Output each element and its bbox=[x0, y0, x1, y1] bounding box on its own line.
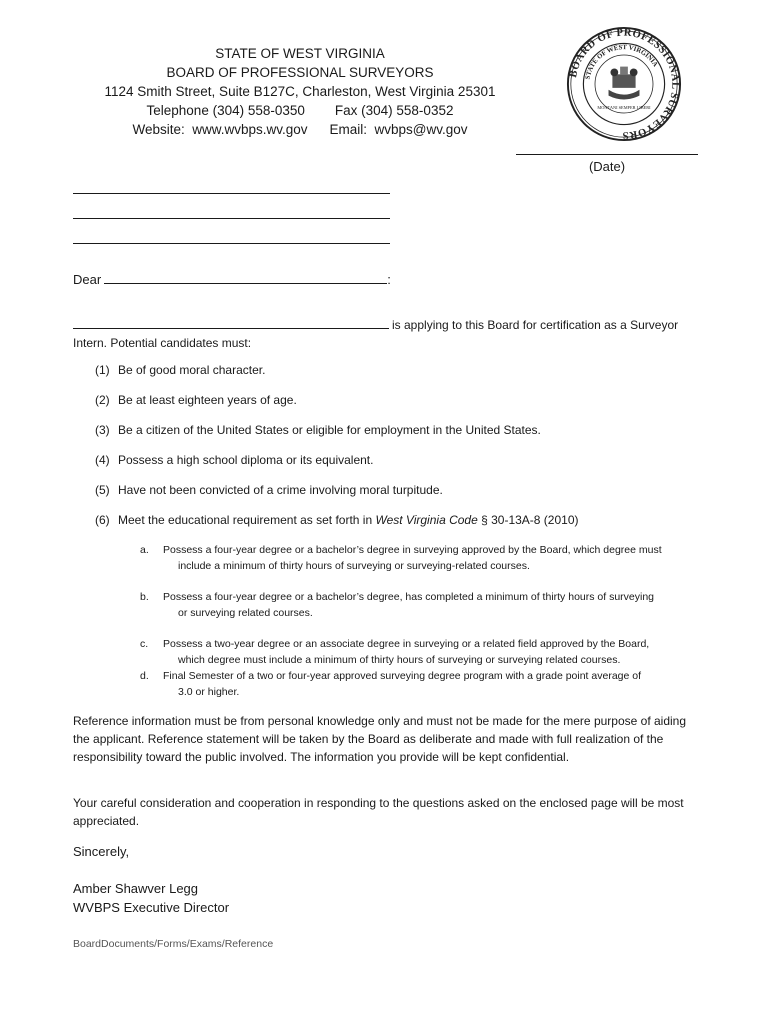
requirement-text: Possess a high school diploma or its equivalent. bbox=[118, 453, 374, 467]
requirement-number: (4) bbox=[95, 453, 110, 467]
sub-requirement-line: which degree must include a minimum of thirty hours of surveying or surveying related courses. bbox=[178, 653, 621, 666]
address-line-3[interactable] bbox=[73, 243, 390, 244]
date-line[interactable] bbox=[516, 154, 698, 155]
sub-requirement-letter: d. bbox=[140, 670, 149, 682]
state-name: STATE OF WEST VIRGINIA bbox=[215, 46, 385, 61]
seal-inner-text: STATE OF WEST VIRGINIA bbox=[584, 44, 659, 80]
contact-web-email bbox=[60, 120, 540, 139]
sub-requirement-line: Possess a four-year degree or a bachelor’s degree in surveying approved by the Board, which degree must bbox=[163, 544, 662, 556]
sub-requirement-item bbox=[140, 590, 700, 621]
phone: Telephone (304) 558-0350 bbox=[146, 103, 305, 118]
intro-text: is applying to this Board for certification as a Surveyor Intern. Potential candidates must: bbox=[73, 318, 679, 350]
recipient-name-blank[interactable] bbox=[104, 272, 387, 284]
board-seal bbox=[566, 26, 682, 142]
dear-label: Dear bbox=[73, 272, 102, 287]
sub-requirement-line: 3.0 or higher. bbox=[178, 685, 240, 698]
sub-requirement-line: Final Semester of a two or four-year approved surveying degree program with a grade point average of bbox=[163, 670, 642, 682]
signer-name: Amber Shawver Legg bbox=[73, 881, 199, 896]
seal-emblem bbox=[609, 67, 640, 100]
date-label: (Date) bbox=[588, 159, 626, 174]
sub-requirement-letter: c. bbox=[140, 638, 149, 650]
requirement-text: Meet the educational requirement as set forth in bbox=[118, 513, 376, 527]
signer-title: WVBPS Executive Director bbox=[73, 900, 230, 915]
requirement-number: (2) bbox=[95, 393, 110, 407]
code-section: § 30-13A-8 (2010) bbox=[477, 513, 579, 527]
requirement-number: (6) bbox=[95, 513, 110, 527]
requirement-text: Be a citizen of the United States or eligible for employment in the United States. bbox=[118, 423, 541, 437]
salutation bbox=[73, 272, 391, 287]
board-address: 1124 Smith Street, Suite B127C, Charleston, West Virginia 25301 bbox=[104, 84, 496, 99]
board-name: BOARD OF PROFESSIONAL SURVEYORS bbox=[166, 65, 434, 80]
requirement-number: (1) bbox=[95, 363, 110, 377]
sub-requirement-item bbox=[140, 669, 700, 700]
seal-outer-text: BOARD OF PROFESSIONAL SURVEYORS bbox=[568, 27, 681, 141]
contact-phone-fax bbox=[60, 101, 540, 120]
requirement-text: Be of good moral character. bbox=[118, 363, 266, 377]
seal-motto: MONTANI SEMPER LIBERI bbox=[597, 105, 651, 111]
applicant-name-blank[interactable] bbox=[73, 318, 389, 329]
sub-requirement-item bbox=[140, 543, 700, 574]
requirement-number: (5) bbox=[95, 483, 110, 497]
sub-requirement-letter: a. bbox=[140, 544, 149, 556]
requirement-item bbox=[95, 423, 541, 437]
requirement-item bbox=[95, 483, 443, 497]
code-citation: West Virginia Code bbox=[375, 513, 478, 527]
reference-paragraph: Reference information must be from personal knowledge only and must not be made for the mere purpose of aiding the applicant. Reference statement will be taken by the Board as deliberate and made with full realization of the responsibility toward the public involved. The information you provide will be kept confidential. bbox=[73, 714, 687, 764]
address-line-1[interactable] bbox=[73, 193, 390, 194]
sub-requirement-line: Possess a two-year degree or an associate degree in surveying or a related field approved by the Board, bbox=[163, 638, 650, 650]
requirement-number: (3) bbox=[95, 423, 110, 437]
fax: Fax (304) 558-0352 bbox=[334, 103, 454, 118]
intro-paragraph bbox=[73, 316, 713, 352]
consideration-paragraph: Your careful consideration and cooperation in responding to the questions asked on the enclosed page will be most appreciated. bbox=[73, 796, 684, 828]
website: Website: www.wvbps.wv.gov bbox=[132, 122, 308, 137]
requirement-item bbox=[95, 393, 297, 407]
requirement-text: Have not been convicted of a crime involving moral turpitude. bbox=[118, 483, 443, 497]
document-path-footer: BoardDocuments/Forms/Exams/Reference bbox=[73, 938, 274, 950]
sub-requirement-line: Possess a four-year degree or a bachelor’s degree, has completed a minimum of thirty hours of surveying bbox=[163, 591, 655, 603]
address-line-2[interactable] bbox=[73, 218, 390, 219]
requirement-item bbox=[95, 513, 579, 527]
sub-requirement-item bbox=[140, 637, 700, 668]
sub-requirement-line: or surveying related courses. bbox=[178, 606, 313, 619]
salutation-colon: : bbox=[387, 272, 391, 287]
email: Email: wvbps@wv.gov bbox=[329, 122, 468, 137]
sub-requirement-line: include a minimum of thirty hours of surveying or surveying-related courses. bbox=[178, 559, 530, 572]
closing-sincerely: Sincerely, bbox=[73, 844, 130, 859]
sub-requirement-letter: b. bbox=[140, 591, 149, 603]
letterhead bbox=[60, 44, 540, 139]
requirement-item bbox=[95, 453, 373, 467]
requirement-text: Be at least eighteen years of age. bbox=[118, 393, 297, 407]
requirement-item bbox=[95, 363, 265, 377]
